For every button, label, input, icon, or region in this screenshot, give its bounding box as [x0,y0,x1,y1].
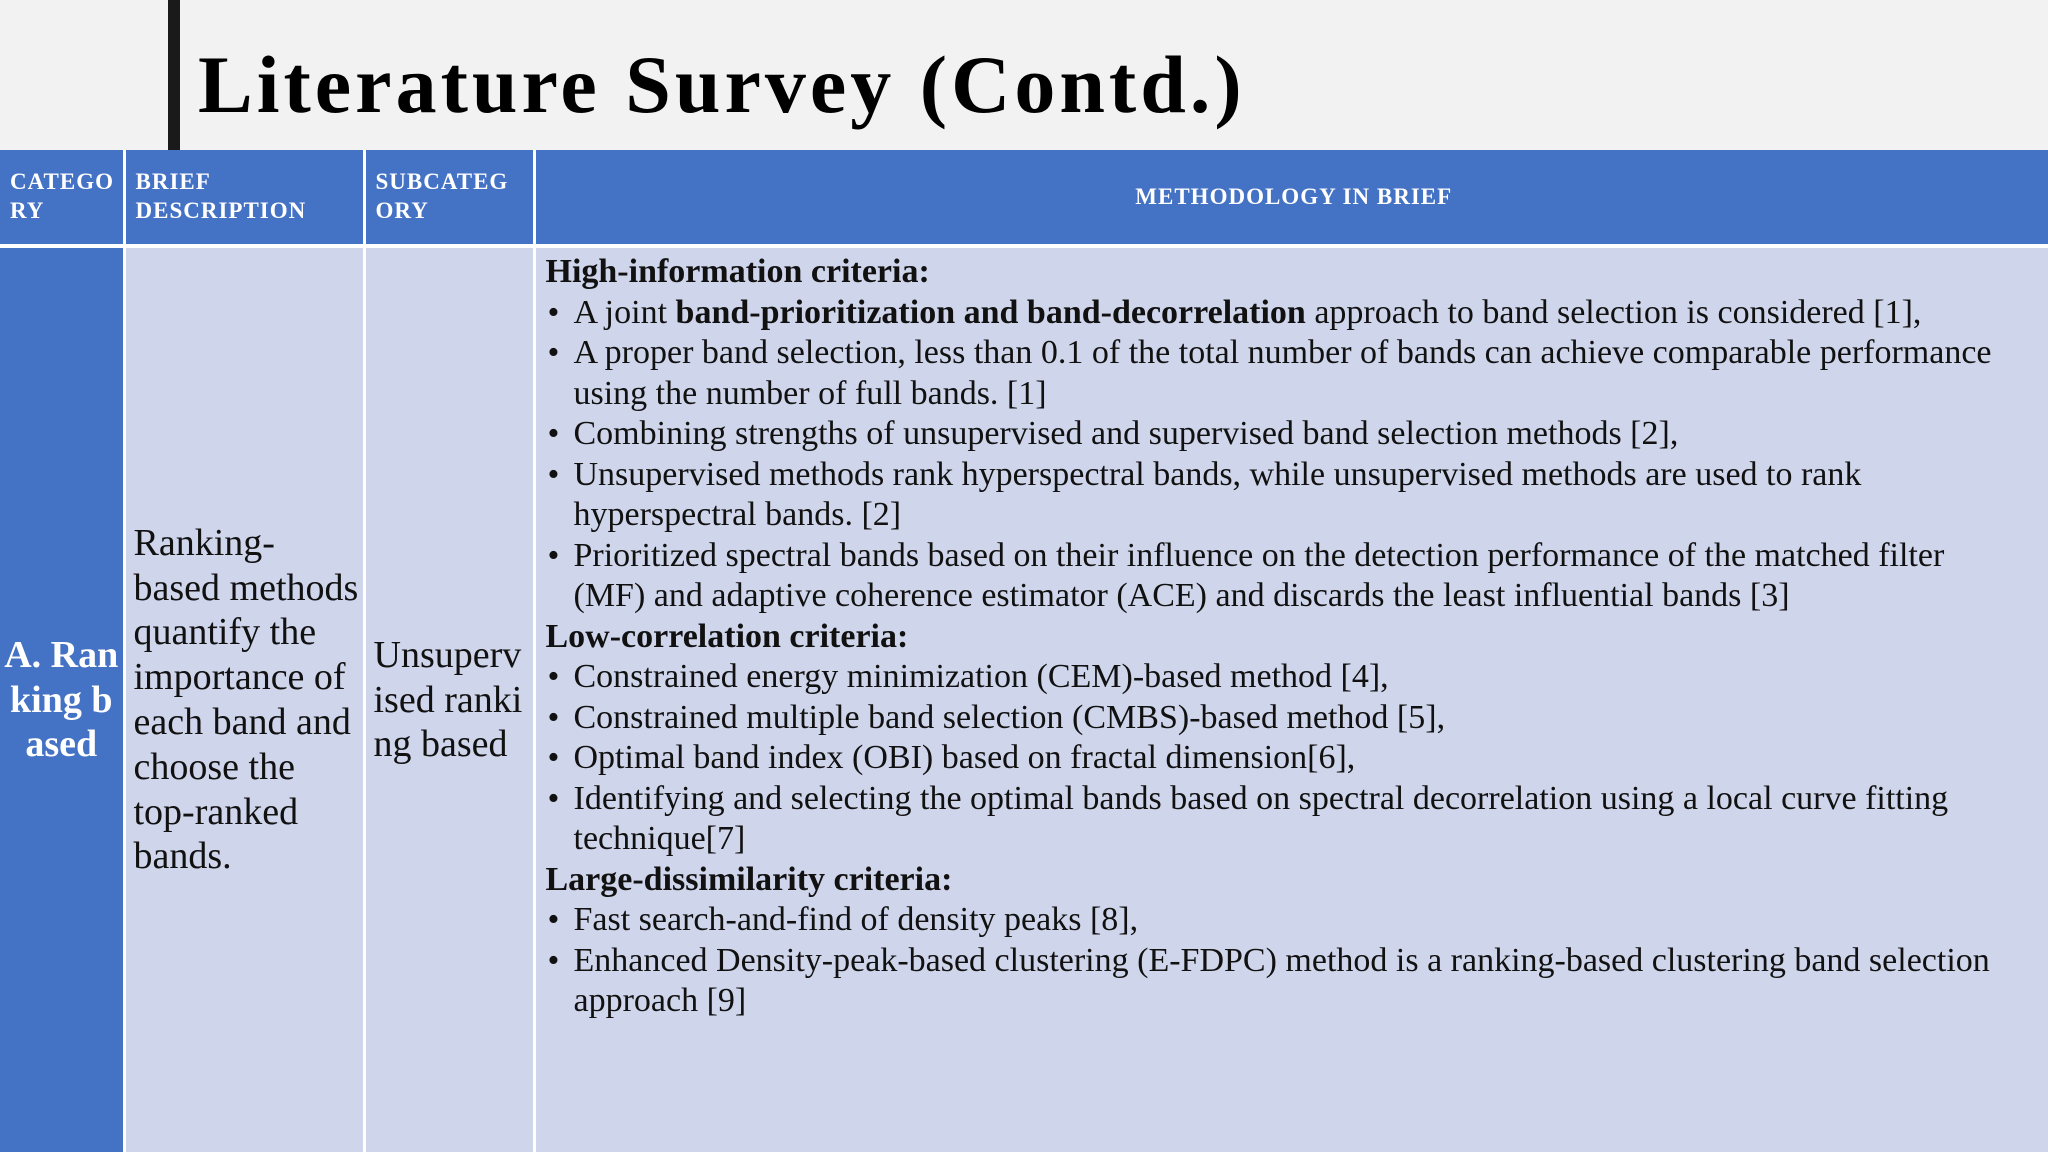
header-methodology: METHODOLOGY IN BRIEF [534,150,2048,246]
list-item: • Prioritized spectral bands based on their influence on the detection performance of the matched filter (MF) and adaptive coherence estimator (ACE) and discards the least influential bands [3] [546,536,2019,617]
criteria-group-high-information [546,252,2019,617]
list-item: • A joint band-prioritization and band-decorrelation approach to band selection is considered [1], [546,293,2019,334]
criteria-group-large-dissimilarity [546,860,2019,1022]
title-accent-bar [168,0,180,150]
subcategory-cell: Unsupervised ranking based [364,246,534,1152]
header-category: CATEGORY [0,150,124,246]
criteria-group-low-correlation [546,617,2019,860]
category-cell: A. Ranking based [0,246,124,1152]
criteria-heading: Large-dissimilarity criteria: [545,860,953,898]
table-row [0,246,2048,1152]
header-subcategory: SUBCATEGORY [364,150,534,246]
bullet-list [546,293,2019,617]
literature-survey-table [0,150,2048,1152]
header-brief-description: BRIEF DESCRIPTION [124,150,364,246]
list-item: • Constrained energy minimization (CEM)-based method [4], [546,657,2019,698]
list-item: • Combining strengths of unsupervised and supervised band selection methods [2], [546,414,2019,455]
criteria-heading: Low-correlation criteria: [545,617,909,655]
bullet-list [546,900,2019,1022]
list-item: • Identifying and selecting the optimal bands based on spectral decorrelation using a local curve fitting technique[7] [546,779,2019,860]
list-item: • Enhanced Density-peak-based clustering (E-FDPC) method is a ranking-based clustering band selection approach [9] [546,941,2019,1022]
methodology-cell [534,246,2048,1152]
list-item: • Optimal band index (OBI) based on fractal dimension[6], [546,738,2019,779]
table-header-row [0,150,2048,246]
list-item: • Unsupervised methods rank hyperspectral bands, while unsupervised methods are used to rank hyperspectral bands. [2] [546,455,2019,536]
list-item: • A proper band selection, less than 0.1 of the total number of bands can achieve comparable performance using the number of full bands. [1] [546,333,2019,414]
bullet-list [546,657,2019,860]
list-item: • Fast search-and-find of density peaks [8], [546,900,2019,941]
brief-description-cell: Ranking-based methods quantify the importance of each band and choose the top-ranked bands. [124,246,364,1152]
criteria-heading: High-information criteria: [545,253,930,290]
list-item: • Constrained multiple band selection (CMBS)-based method [5], [546,698,2019,739]
slide-title: Literature Survey (Contd.) [198,39,1246,130]
